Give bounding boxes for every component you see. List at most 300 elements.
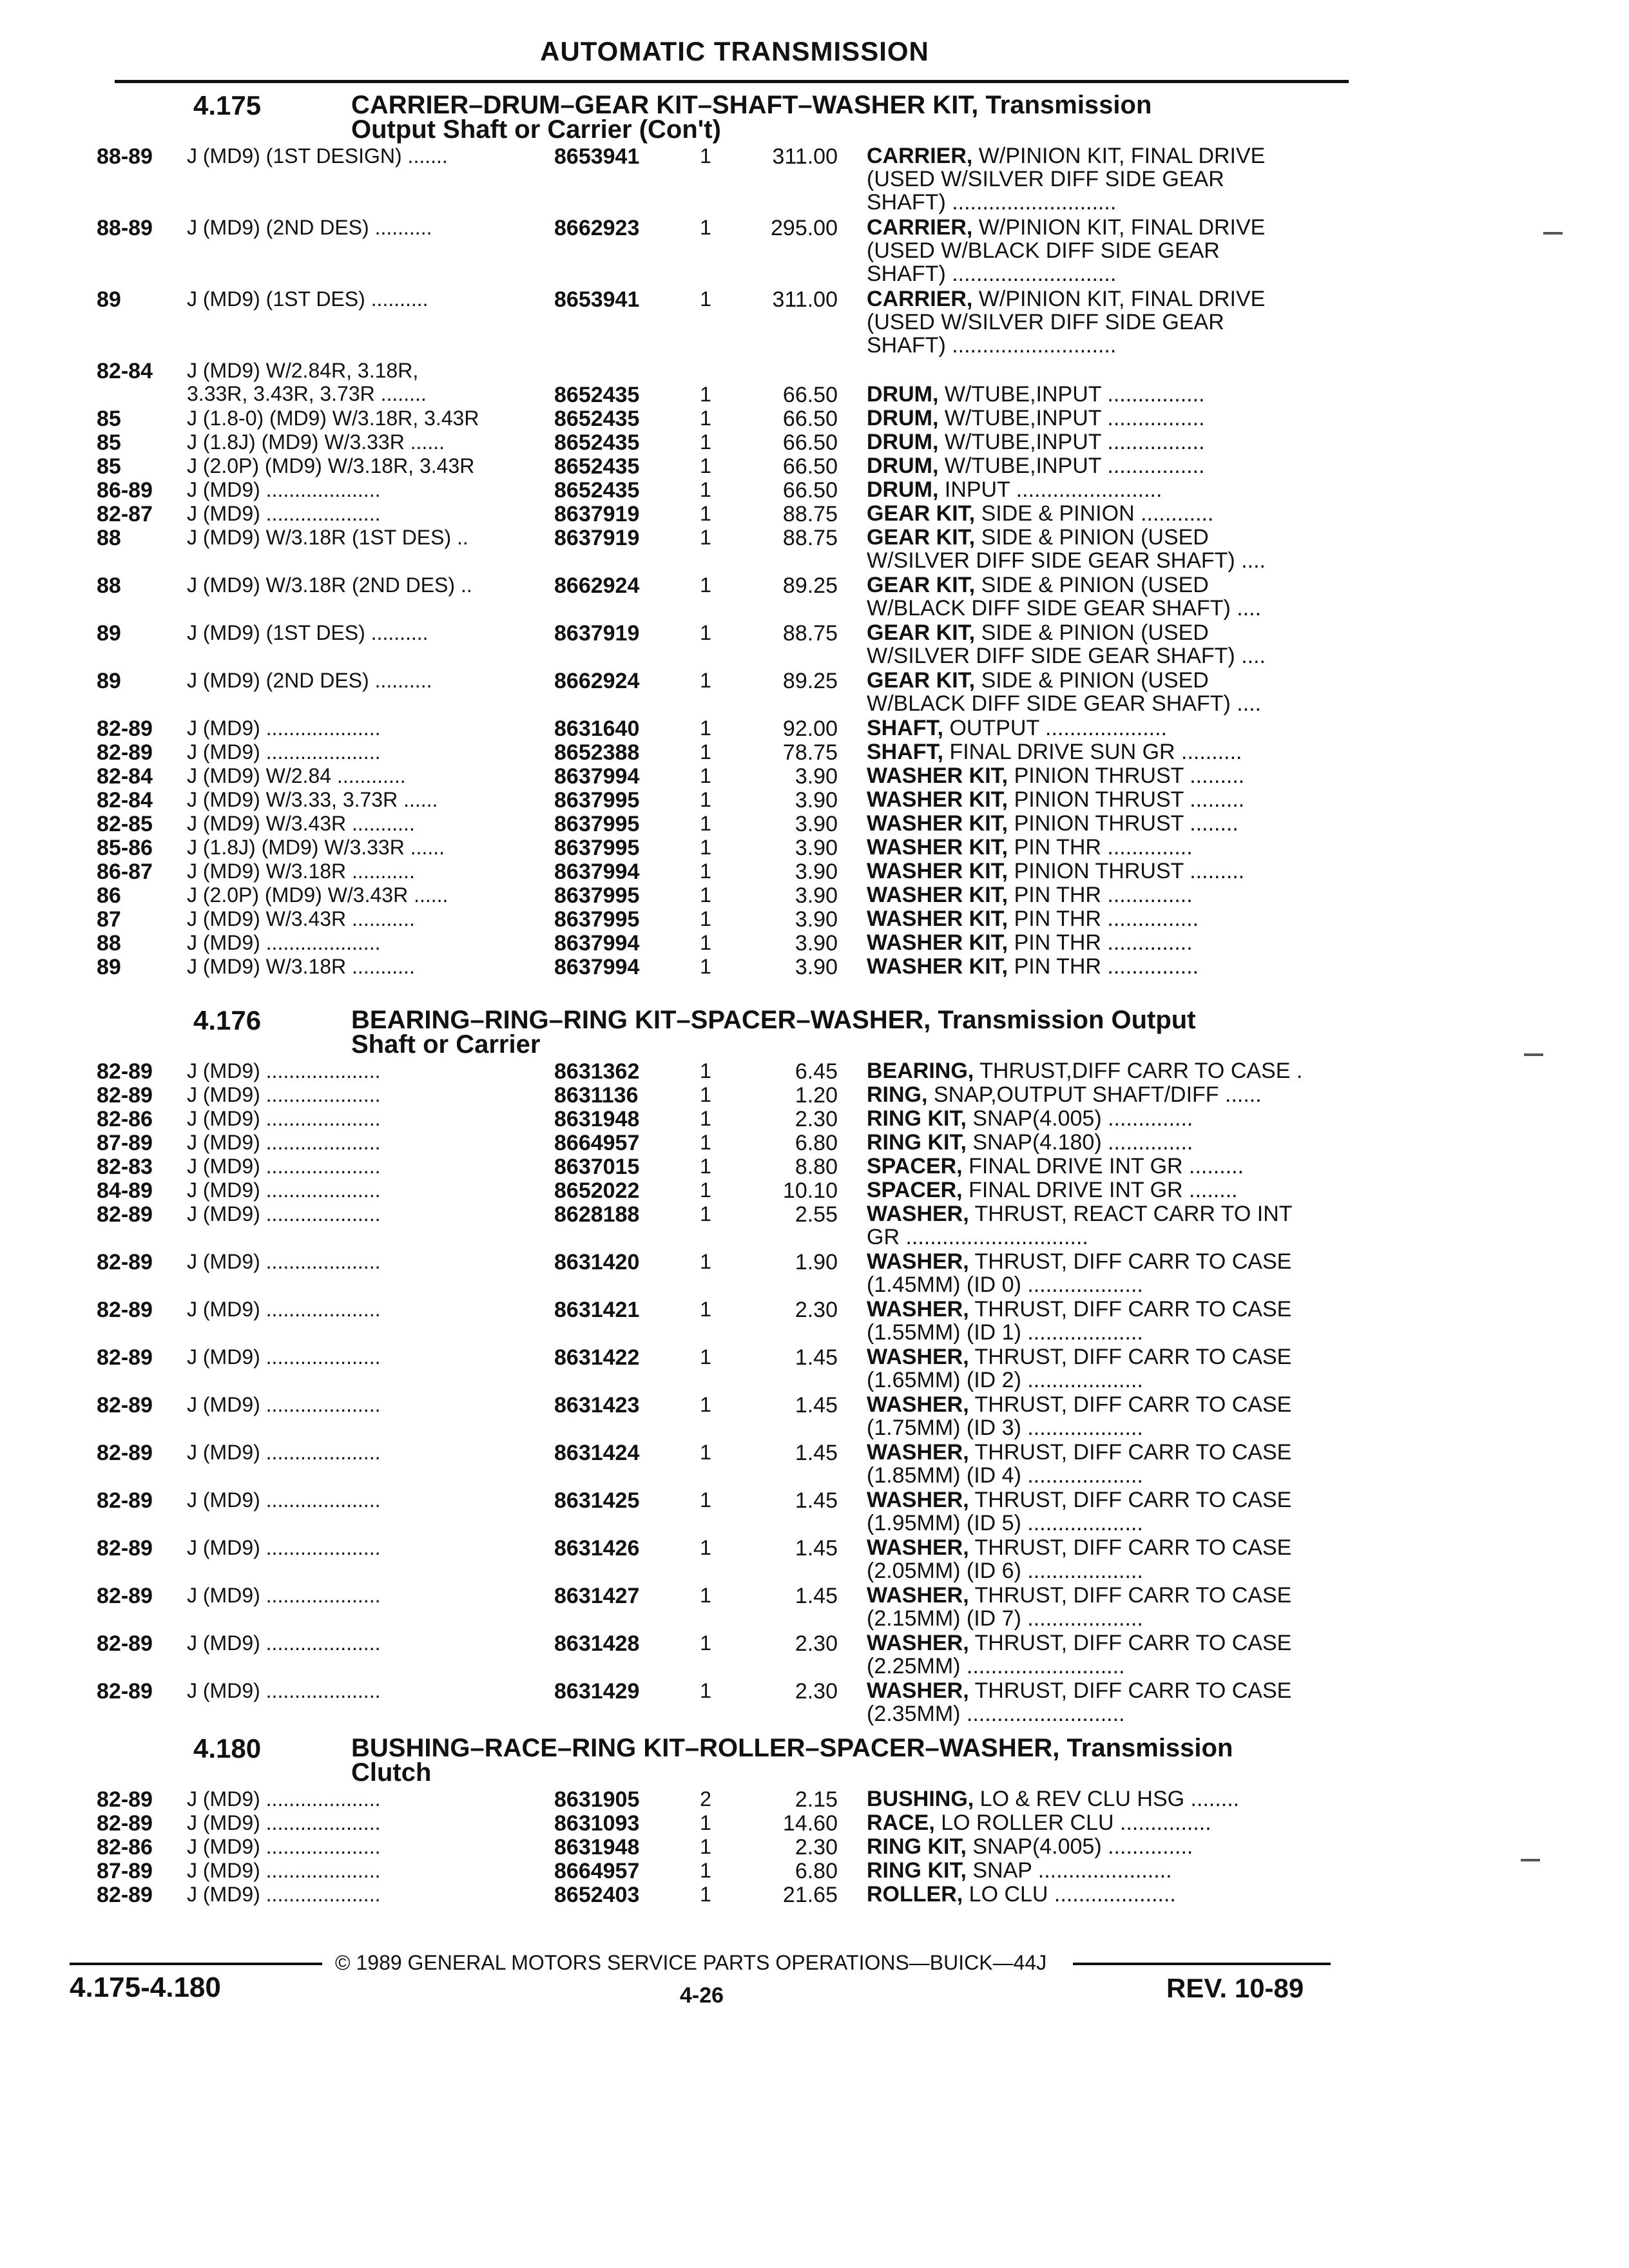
description-detail: W/PINION KIT, FINAL DRIVE (USED W/SILVER DIFF SIDE GEAR SHAFT) ........................... (867, 287, 1266, 358)
description-noun: WASHER KIT, (867, 954, 1008, 979)
description (867, 883, 1344, 907)
application: J (MD9) .................... (187, 1441, 381, 1464)
model-year: 82-83 (97, 1155, 153, 1179)
description (867, 1178, 1344, 1202)
description-noun: WASHER, (867, 1631, 969, 1655)
parts-row (0, 1298, 1629, 1345)
application: J (MD9) .................... (187, 1059, 381, 1082)
model-year: 87-89 (97, 1859, 153, 1883)
description-noun: WASHER, (867, 1392, 969, 1417)
parts-row (0, 287, 1629, 359)
description-noun: WASHER KIT, (867, 835, 1008, 860)
description-noun: CARRIER, (867, 215, 973, 240)
description (867, 573, 1344, 620)
description-detail: THRUST, DIFF CARR TO CASE (1.95MM) (ID 5) ................... (867, 1488, 1292, 1535)
description-detail: SIDE & PINION (USED W/BLACK DIFF SIDE GEAR SHAFT) .... (867, 573, 1262, 620)
description-detail: THRUST, REACT CARR TO INT GR .............................. (867, 1202, 1293, 1249)
section-number: 4.176 (193, 1005, 262, 1035)
section-title: CARRIER–DRUM–GEAR KIT–SHAFT–WASHER KIT, Transmission Output Shaft or Carrier (Con't) (351, 91, 1152, 144)
description-detail: LO CLU .................... (963, 1882, 1176, 1907)
quantity: 1 (700, 430, 711, 454)
model-year: 82-84 (97, 764, 153, 789)
part-number: 8631425 (554, 1488, 640, 1513)
section-2 (0, 1733, 1629, 1907)
price: 2.30 (795, 1107, 838, 1131)
quantity: 1 (700, 1631, 711, 1655)
description-detail: W/TUBE,INPUT ................ (938, 454, 1205, 478)
part-number: 8631420 (554, 1250, 640, 1274)
price: 3.90 (795, 907, 838, 932)
application: J (MD9) .................... (187, 1131, 381, 1154)
price: 1.45 (795, 1488, 838, 1513)
description-noun: WASHER, (867, 1345, 969, 1369)
part-number: 8631948 (554, 1107, 640, 1131)
description (867, 812, 1344, 835)
description (867, 764, 1344, 787)
description-noun: DRUM, (867, 382, 939, 407)
description-detail: THRUST, DIFF CARR TO CASE (1.45MM) (ID 0) ................... (867, 1249, 1292, 1297)
description-detail: FINAL DRIVE SUN GR .......... (943, 740, 1242, 764)
description (867, 1835, 1344, 1858)
quantity: 1 (700, 1107, 711, 1130)
description-noun: SPACER, (867, 1178, 963, 1202)
description-noun: WASHER, (867, 1249, 969, 1274)
description-detail: W/TUBE,INPUT ................ (938, 430, 1205, 454)
description-detail: THRUST, DIFF CARR TO CASE (2.15MM) (ID 7) ................... (867, 1583, 1292, 1631)
price: 295.00 (771, 216, 838, 240)
description (867, 1536, 1344, 1582)
part-number: 8631948 (554, 1835, 640, 1860)
parts-row (0, 430, 1629, 454)
quantity: 1 (700, 573, 711, 597)
application: J (MD9) .................... (187, 1155, 381, 1178)
margin-mark (1524, 1053, 1543, 1056)
description (867, 1298, 1344, 1344)
part-number: 8631093 (554, 1811, 640, 1836)
quantity: 1 (700, 955, 711, 978)
price: 88.75 (782, 526, 838, 550)
parts-row (0, 1488, 1629, 1536)
description-noun: GEAR KIT, (867, 573, 976, 597)
price: 1.20 (795, 1083, 838, 1108)
part-number: 8637994 (554, 764, 640, 789)
description-detail: THRUST, DIFF CARR TO CASE (2.25MM) .......................... (867, 1631, 1292, 1678)
application: J (MD9) .................... (187, 1250, 381, 1273)
model-year: 88-89 (97, 216, 153, 240)
application: J (MD9) .................... (187, 1631, 381, 1655)
part-number: 8631424 (554, 1441, 640, 1465)
part-number: 8652435 (554, 454, 640, 479)
model-year: 82-89 (97, 716, 153, 741)
parts-row (0, 1787, 1629, 1811)
quantity: 1 (700, 1059, 711, 1082)
description (867, 216, 1344, 285)
part-number: 8637995 (554, 812, 640, 836)
description-noun: DRUM, (867, 430, 939, 454)
parts-row (0, 621, 1629, 669)
description (867, 383, 1344, 406)
model-year: 82-89 (97, 1393, 153, 1418)
description-noun: SHAFT, (867, 716, 943, 740)
description (867, 740, 1344, 764)
quantity: 1 (700, 931, 711, 954)
quantity: 2 (700, 1787, 711, 1811)
application: J (MD9) W/3.18R (1ST DES) .. (187, 526, 468, 549)
parts-row (0, 1393, 1629, 1441)
part-number: 8664957 (554, 1859, 640, 1883)
part-number: 8662924 (554, 669, 640, 693)
model-year: 86 (97, 883, 121, 908)
part-number: 8652435 (554, 478, 640, 503)
description-detail: PIN THR ............... (1008, 907, 1199, 931)
application: J (MD9) W/3.33, 3.73R ...... (187, 788, 438, 811)
description (867, 407, 1344, 430)
quantity: 1 (700, 1298, 711, 1321)
quantity: 1 (700, 788, 711, 811)
quantity: 1 (700, 621, 711, 644)
model-year: 86-89 (97, 478, 153, 503)
price: 66.50 (782, 454, 838, 479)
description (867, 430, 1344, 454)
description-noun: WASHER KIT, (867, 764, 1008, 788)
parts-row (0, 1202, 1629, 1250)
description (867, 1345, 1344, 1392)
description-detail: SNAP(4.005) .............. (966, 1106, 1193, 1131)
price: 2.30 (795, 1835, 838, 1860)
price: 14.60 (782, 1811, 838, 1836)
application: J (MD9) .................... (187, 1787, 381, 1811)
description-detail: W/PINION KIT, FINAL DRIVE (USED W/SILVER DIFF SIDE GEAR SHAFT) ........................... (867, 144, 1266, 215)
part-number: 8637015 (554, 1155, 640, 1179)
price: 3.90 (795, 764, 838, 789)
price: 1.45 (795, 1345, 838, 1370)
parts-row (0, 526, 1629, 573)
parts-row (0, 1155, 1629, 1178)
part-number: 8652388 (554, 740, 640, 765)
quantity: 1 (700, 1083, 711, 1106)
description (867, 502, 1344, 525)
quantity: 1 (700, 1883, 711, 1906)
quantity: 1 (700, 478, 711, 501)
parts-row (0, 1250, 1629, 1298)
quantity: 1 (700, 502, 711, 525)
description (867, 1131, 1344, 1154)
application: J (MD9) (2ND DES) .......... (187, 669, 432, 692)
model-year: 82-89 (97, 1811, 153, 1836)
description (867, 621, 1344, 668)
application: J (MD9) .................... (187, 1202, 381, 1225)
description-detail: OUTPUT .................... (943, 716, 1167, 740)
description-detail: PIN THR .............. (1008, 835, 1193, 860)
part-number: 8631640 (554, 716, 640, 741)
part-number: 8652435 (554, 407, 640, 431)
part-number: 8631422 (554, 1345, 640, 1370)
description-detail: THRUST, DIFF CARR TO CASE (1.55MM) (ID 1) ................... (867, 1297, 1292, 1345)
description-noun: GEAR KIT, (867, 525, 976, 550)
description (867, 1250, 1344, 1296)
part-number: 8631905 (554, 1787, 640, 1812)
page-title: AUTOMATIC TRANSMISSION (540, 36, 929, 66)
parts-row (0, 144, 1629, 216)
price: 1.45 (795, 1584, 838, 1608)
part-number: 8653941 (554, 144, 640, 169)
application: J (MD9) (1ST DESIGN) ....... (187, 144, 448, 168)
application: J (MD9) W/2.84R, 3.18R, 3.33R, 3.43R, 3.73R ........ (187, 359, 427, 405)
description-detail: PINION THRUST ........ (1008, 811, 1239, 836)
part-number: 8652435 (554, 383, 640, 407)
price: 92.00 (782, 716, 838, 741)
price: 8.80 (795, 1155, 838, 1179)
description-detail: PIN THR ............... (1008, 954, 1199, 979)
parts-row (0, 502, 1629, 526)
description-noun: CARRIER, (867, 144, 973, 168)
model-year: 88 (97, 931, 121, 956)
model-year: 88 (97, 526, 121, 550)
description-noun: WASHER, (867, 1202, 969, 1226)
application: J (1.8J) (MD9) W/3.33R ...... (187, 836, 445, 859)
application: J (MD9) .................... (187, 1345, 381, 1369)
application: J (MD9) .................... (187, 1083, 381, 1106)
description (867, 144, 1344, 214)
application: J (MD9) .................... (187, 1178, 381, 1202)
model-year: 82-89 (97, 1584, 153, 1608)
quantity: 1 (700, 1393, 711, 1416)
description-noun: WASHER KIT, (867, 787, 1008, 812)
description-detail: THRUST, DIFF CARR TO CASE (1.75MM) (ID 3) ................... (867, 1392, 1292, 1440)
price: 1.45 (795, 1393, 838, 1418)
application: J (MD9) W/3.43R ........... (187, 812, 415, 835)
parts-row (0, 1178, 1629, 1202)
parts-row (0, 931, 1629, 955)
model-year: 82-89 (97, 1883, 153, 1907)
description (867, 1859, 1344, 1882)
parts-row (0, 788, 1629, 812)
page-number: 4-26 (680, 1983, 724, 2008)
part-number: 8652403 (554, 1883, 640, 1907)
description-noun: GEAR KIT, (867, 668, 976, 693)
parts-row (0, 1107, 1629, 1131)
description-noun: WASHER, (867, 1678, 969, 1703)
application: J (MD9) W/3.18R (2ND DES) .. (187, 573, 472, 597)
model-year: 82-89 (97, 1083, 153, 1108)
part-number: 8637995 (554, 907, 640, 932)
parts-row (0, 740, 1629, 764)
quantity: 1 (700, 1859, 711, 1882)
parts-row (0, 1811, 1629, 1835)
price: 88.75 (782, 621, 838, 646)
description-noun: RING KIT, (867, 1858, 967, 1883)
quantity: 1 (700, 716, 711, 740)
application: J (MD9) .................... (187, 1488, 381, 1512)
parts-row (0, 669, 1629, 716)
margin-mark (1521, 1859, 1540, 1861)
part-number: 8637994 (554, 860, 640, 884)
price: 78.75 (782, 740, 838, 765)
part-number: 8637919 (554, 526, 640, 550)
model-year: 89 (97, 955, 121, 979)
part-number: 8637994 (554, 955, 640, 979)
description-detail: PINION THRUST ......... (1008, 787, 1245, 812)
model-year: 85-86 (97, 836, 153, 860)
section-number: 4.175 (193, 90, 262, 120)
description (867, 788, 1344, 811)
section-header (0, 1733, 1629, 1787)
description-detail: SNAP ...................... (966, 1858, 1172, 1883)
description (867, 526, 1344, 572)
description-noun: RING KIT, (867, 1106, 967, 1131)
quantity: 1 (700, 1441, 711, 1464)
application: J (MD9) .................... (187, 1883, 381, 1906)
description-detail: W/TUBE,INPUT ................ (938, 406, 1205, 430)
quantity: 1 (700, 1835, 711, 1858)
model-year: 82-89 (97, 1631, 153, 1656)
revision-label: REV. 10-89 (1166, 1973, 1304, 2003)
application: J (MD9) .................... (187, 478, 381, 501)
price: 66.50 (782, 407, 838, 431)
application: J (MD9) .................... (187, 1393, 381, 1416)
model-year: 88 (97, 573, 121, 598)
section-1 (0, 1005, 1629, 1727)
description-detail: INPUT ........................ (938, 477, 1162, 502)
description-detail: PINION THRUST ......... (1008, 764, 1245, 788)
application: J (MD9) (2ND DES) .......... (187, 216, 432, 239)
description-noun: RING, (867, 1082, 928, 1107)
price: 88.75 (782, 502, 838, 526)
description-detail: LO & REV CLU HSG ........ (974, 1787, 1240, 1811)
description-detail: W/TUBE,INPUT ................ (938, 382, 1205, 407)
section-number: 4.180 (193, 1733, 262, 1763)
price: 3.90 (795, 955, 838, 979)
description-detail: SNAP(4.005) .............. (966, 1834, 1193, 1859)
part-number: 8631362 (554, 1059, 640, 1084)
description-noun: WASHER, (867, 1535, 969, 1560)
model-year: 82-89 (97, 1679, 153, 1704)
description-noun: GEAR KIT, (867, 501, 976, 526)
price: 89.25 (782, 669, 838, 693)
model-year: 85 (97, 430, 121, 455)
description (867, 1811, 1344, 1834)
model-year: 85 (97, 407, 121, 431)
price: 1.45 (795, 1536, 838, 1561)
parts-row (0, 1883, 1629, 1907)
price: 3.90 (795, 836, 838, 860)
application: J (MD9) .................... (187, 1679, 381, 1702)
application: J (MD9) W/3.18R ........... (187, 955, 415, 978)
price: 21.65 (782, 1883, 838, 1907)
quantity: 1 (700, 1155, 711, 1178)
price: 2.30 (795, 1679, 838, 1704)
parts-row (0, 407, 1629, 430)
description-detail: SIDE & PINION ............ (975, 501, 1214, 526)
description-detail: SIDE & PINION (USED W/SILVER DIFF SIDE GEAR SHAFT) .... (867, 525, 1266, 573)
part-number: 8631423 (554, 1393, 640, 1418)
description-noun: WASHER, (867, 1583, 969, 1608)
application: J (MD9) .................... (187, 1811, 381, 1834)
description-noun: SHAFT, (867, 740, 943, 764)
quantity: 1 (700, 1536, 711, 1559)
quantity: 1 (700, 287, 711, 311)
model-year: 82-89 (97, 1536, 153, 1561)
quantity: 1 (700, 383, 711, 406)
price: 3.90 (795, 860, 838, 884)
part-number: 8631428 (554, 1631, 640, 1656)
description-detail: THRUST, DIFF CARR TO CASE (1.85MM) (ID 4) ................... (867, 1440, 1292, 1488)
part-number: 8628188 (554, 1202, 640, 1227)
part-number: 8662924 (554, 573, 640, 598)
description (867, 931, 1344, 954)
price: 2.30 (795, 1298, 838, 1322)
part-number: 8653941 (554, 287, 640, 312)
application: J (1.8-0) (MD9) W/3.18R, 3.43R (187, 407, 479, 430)
quantity: 1 (700, 1250, 711, 1273)
price: 1.45 (795, 1441, 838, 1465)
part-number: 8662923 (554, 216, 640, 240)
quantity: 1 (700, 1679, 711, 1702)
description-detail: THRUST, DIFF CARR TO CASE (2.05MM) (ID 6) ................... (867, 1535, 1292, 1583)
parts-row (0, 764, 1629, 788)
description (867, 1155, 1344, 1178)
quantity: 1 (700, 216, 711, 239)
parts-row (0, 907, 1629, 931)
model-year: 82-87 (97, 502, 153, 526)
description-noun: RING KIT, (867, 1130, 967, 1155)
description-detail: SNAP,OUTPUT SHAFT/DIFF ...... (927, 1082, 1262, 1107)
quantity: 1 (700, 764, 711, 787)
model-year: 87-89 (97, 1131, 153, 1155)
price: 2.55 (795, 1202, 838, 1227)
price: 89.25 (782, 573, 838, 598)
description-detail: FINAL DRIVE INT GR ........ (962, 1178, 1238, 1202)
description-detail: PIN THR .............. (1008, 930, 1193, 955)
bottom-rule-right (1073, 1963, 1331, 1965)
part-number: 8637995 (554, 883, 640, 908)
price: 6.45 (795, 1059, 838, 1084)
quantity: 1 (700, 1202, 711, 1225)
model-year: 82-89 (97, 1345, 153, 1370)
parts-row (0, 716, 1629, 740)
description (867, 1488, 1344, 1535)
model-year: 89 (97, 287, 121, 312)
model-year: 82-89 (97, 1059, 153, 1084)
description (867, 907, 1344, 930)
application: J (2.0P) (MD9) W/3.43R ...... (187, 883, 448, 907)
quantity: 1 (700, 836, 711, 859)
quantity: 1 (700, 407, 711, 430)
description-detail: FINAL DRIVE INT GR ......... (962, 1154, 1244, 1178)
price: 10.10 (782, 1178, 838, 1203)
quantity: 1 (700, 883, 711, 907)
part-number: 8652435 (554, 430, 640, 455)
description-noun: WASHER, (867, 1297, 969, 1321)
quantity: 1 (700, 526, 711, 549)
parts-row (0, 1131, 1629, 1155)
price: 2.30 (795, 1631, 838, 1656)
parts-row (0, 812, 1629, 836)
quantity: 1 (700, 1345, 711, 1369)
description (867, 287, 1344, 357)
description-noun: DRUM, (867, 406, 939, 430)
description-detail: THRUST,DIFF CARR TO CASE . (974, 1059, 1303, 1083)
bottom-rule-left (70, 1963, 322, 1965)
model-year: 82-89 (97, 1488, 153, 1513)
description-detail: SNAP(4.180) .............. (966, 1130, 1193, 1155)
description-detail: THRUST, DIFF CARR TO CASE (2.35MM) .......................... (867, 1678, 1292, 1726)
price: 3.90 (795, 812, 838, 836)
application: J (MD9) .................... (187, 1584, 381, 1607)
description-noun: WASHER KIT, (867, 907, 1008, 931)
application: J (MD9) W/3.43R ........... (187, 907, 415, 930)
description (867, 1631, 1344, 1678)
